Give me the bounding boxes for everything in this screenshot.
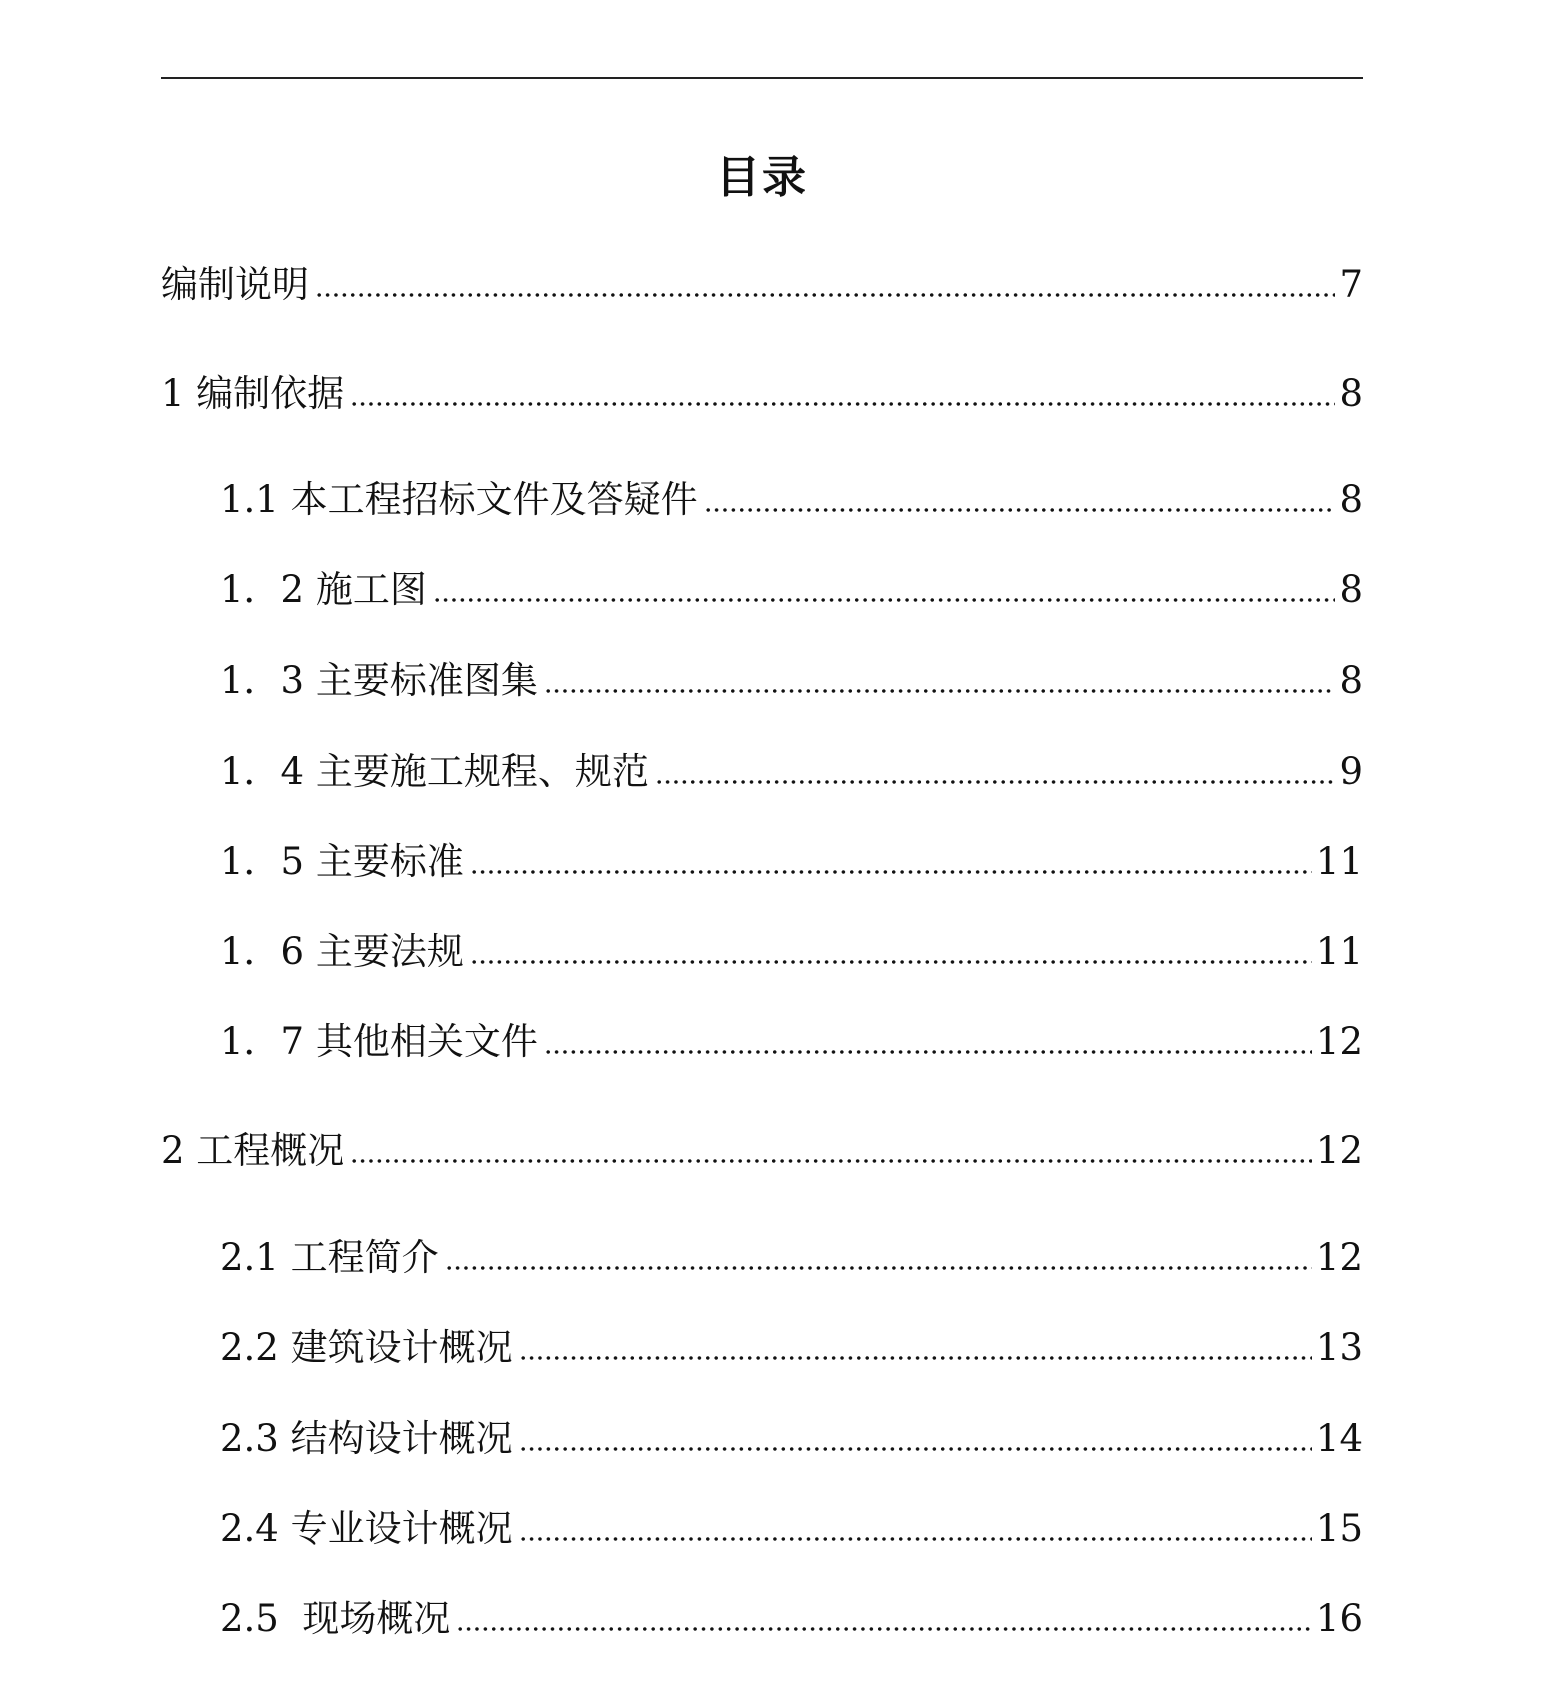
toc-entry-page: 16 [1315,1597,1363,1640]
toc-entry-label: 1．5 主要标准 [220,840,464,883]
toc-dot-leader [544,687,1336,695]
toc-entry-label: 编制说明 [161,263,309,306]
toc-entry[interactable] [220,1596,1363,1642]
header-rule [161,77,1363,79]
toc-dot-leader [470,868,1312,876]
toc-entry-page: 9 [1339,750,1363,793]
toc-entry-page: 8 [1339,372,1363,415]
toc-dot-leader [519,1535,1312,1543]
toc-dot-leader [315,291,1335,299]
toc-entry[interactable] [220,929,1363,975]
toc-dot-leader [433,596,1336,604]
toc-dot-leader [704,506,1336,514]
toc-entry-label: 1.1 本工程招标文件及答疑件 [220,478,698,521]
toc-dot-leader [655,778,1336,786]
toc-dot-leader [445,1264,1312,1272]
toc-dot-leader [350,400,1335,408]
toc-entry-label: 2.2 建筑设计概况 [220,1326,513,1369]
toc-dot-leader [519,1445,1312,1453]
toc-entry[interactable] [161,262,1363,308]
toc-entry-page: 15 [1315,1507,1363,1550]
toc-entry-label: 2.1 工程简介 [220,1236,439,1279]
toc-entry-page: 7 [1339,263,1363,306]
toc-entry-label: 1．3 主要标准图集 [220,659,538,702]
toc-entry[interactable] [161,371,1363,417]
toc-entry[interactable] [220,1235,1363,1281]
toc-entry[interactable] [220,658,1363,704]
toc-entry[interactable] [161,1128,1363,1174]
toc-entry-label: 1．4 主要施工规程、规范 [220,750,649,793]
toc-entry[interactable] [220,477,1363,523]
toc-entry[interactable] [220,567,1363,613]
toc-entry-page: 12 [1315,1129,1363,1172]
toc-entry-page: 8 [1339,568,1363,611]
toc-entry[interactable] [220,1325,1363,1371]
toc-entry-page: 11 [1315,930,1363,973]
toc-entry[interactable] [220,749,1363,795]
toc-entry-label: 2 工程概况 [161,1129,345,1172]
toc-entry-label: 2.3 结构设计概况 [220,1417,513,1460]
toc-entry-label: 2.5 现场概况 [220,1597,451,1640]
toc-entry-label: 1 编制依据 [161,372,345,415]
toc-dot-leader [544,1048,1312,1056]
toc-entry-label: 1．2 施工图 [220,568,427,611]
toc-dot-leader [456,1625,1312,1633]
toc-entry[interactable] [220,1416,1363,1462]
toc-entry-label: 1．7 其他相关文件 [220,1020,538,1063]
toc-entry-page: 12 [1315,1236,1363,1279]
toc-entry-page: 8 [1339,478,1363,521]
toc-entry-page: 11 [1315,840,1363,883]
toc-entry[interactable] [220,839,1363,885]
toc-dot-leader [519,1354,1312,1362]
toc-entry[interactable] [220,1019,1363,1065]
toc-entry-page: 12 [1315,1020,1363,1063]
toc-dot-leader [350,1157,1312,1165]
toc-entry-label: 1．6 主要法规 [220,930,464,973]
page-title: 目录 [716,152,808,203]
toc-entry-page: 8 [1339,659,1363,702]
toc-dot-leader [470,958,1312,966]
toc-entry[interactable] [220,1506,1363,1552]
toc-entry-label: 2.4 专业设计概况 [220,1507,513,1550]
toc-entry-page: 13 [1315,1326,1363,1369]
toc-entry-page: 14 [1315,1417,1363,1460]
